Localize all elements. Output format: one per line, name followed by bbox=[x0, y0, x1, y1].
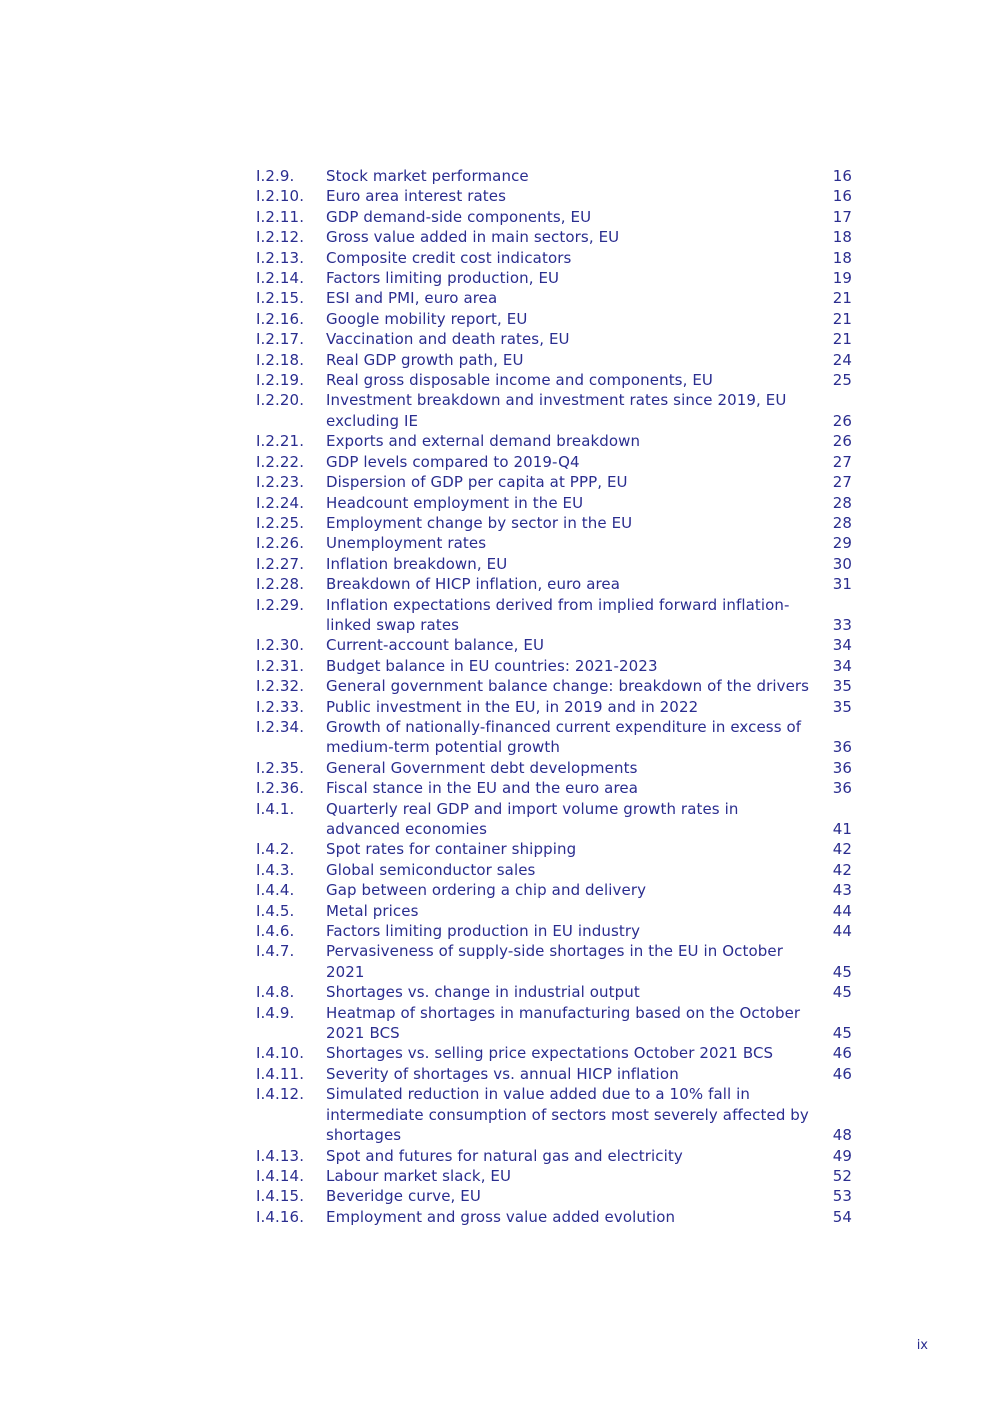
entry-page: 36 bbox=[832, 779, 852, 798]
toc-entry[interactable] bbox=[256, 839, 852, 859]
entry-page: 19 bbox=[832, 269, 852, 288]
toc-entry[interactable] bbox=[256, 758, 852, 778]
entry-page: 41 bbox=[832, 820, 852, 838]
entry-title[interactable]: Inflation expectations derived from implied forward inflation-linked swap rates bbox=[326, 595, 790, 634]
entry-title[interactable]: Composite credit cost indicators bbox=[326, 248, 572, 267]
entry-page: 18 bbox=[832, 228, 852, 247]
entry-page: 18 bbox=[832, 248, 852, 267]
entry-title[interactable]: Exports and external demand breakdown bbox=[326, 432, 641, 451]
entry-title[interactable]: Real gross disposable income and components, EU bbox=[326, 371, 713, 390]
entry-number: I.2.24. bbox=[256, 493, 305, 512]
toc-entry[interactable] bbox=[256, 1003, 852, 1044]
entry-number: I.4.7. bbox=[256, 942, 295, 961]
toc-entry[interactable] bbox=[256, 554, 852, 574]
entry-title[interactable]: Breakdown of HICP inflation, euro area bbox=[326, 575, 621, 594]
entry-page: 24 bbox=[832, 350, 852, 369]
entry-title[interactable]: Spot rates for container shipping bbox=[326, 840, 577, 859]
entry-number: I.2.10. bbox=[256, 187, 305, 206]
entry-page: 49 bbox=[832, 1146, 852, 1165]
entry-title[interactable]: General Government debt developments bbox=[326, 758, 638, 777]
entry-title[interactable]: Headcount employment in the EU bbox=[326, 493, 584, 512]
entry-number: I.2.28. bbox=[256, 575, 305, 594]
entry-page: 44 bbox=[832, 901, 852, 920]
entry-title[interactable]: Severity of shortages vs. annual HICP inflation bbox=[326, 1064, 679, 1083]
toc-entry[interactable] bbox=[256, 982, 852, 1002]
toc-entry[interactable] bbox=[256, 493, 852, 513]
entry-number: I.2.18. bbox=[256, 350, 305, 369]
entry-page: 27 bbox=[832, 473, 852, 492]
toc-entry[interactable] bbox=[256, 1207, 852, 1227]
entry-page: 54 bbox=[832, 1207, 852, 1226]
entry-title[interactable]: Quarterly real GDP and import volume growth rates in advanced economies bbox=[326, 799, 739, 838]
entry-page: 35 bbox=[832, 697, 852, 716]
entry-title[interactable]: Factors limiting production in EU industry bbox=[326, 922, 641, 941]
toc-entry[interactable] bbox=[256, 941, 852, 982]
entry-number: I.2.30. bbox=[256, 636, 305, 655]
toc-entry[interactable] bbox=[256, 574, 852, 594]
entry-title[interactable]: Spot and futures for natural gas and electricity bbox=[326, 1146, 683, 1165]
entry-title[interactable]: Vaccination and death rates, EU bbox=[326, 330, 570, 349]
entry-number: I.4.14. bbox=[256, 1166, 305, 1185]
entry-number: I.2.36. bbox=[256, 779, 305, 798]
toc-entry[interactable] bbox=[256, 513, 852, 533]
entry-title[interactable]: Global semiconductor sales bbox=[326, 860, 536, 879]
entry-page: 29 bbox=[832, 534, 852, 553]
toc-entry[interactable] bbox=[256, 248, 852, 268]
entry-number: I.2.16. bbox=[256, 309, 305, 328]
toc-entry[interactable] bbox=[256, 227, 852, 247]
entry-page: 35 bbox=[832, 677, 852, 696]
entry-page: 21 bbox=[832, 330, 852, 349]
entry-number: I.4.12. bbox=[256, 1085, 305, 1104]
entry-title[interactable]: Budget balance in EU countries: 2021-2023 bbox=[326, 656, 658, 675]
entry-title[interactable]: Current-account balance, EU bbox=[326, 636, 545, 655]
entry-title[interactable]: Real GDP growth path, EU bbox=[326, 350, 524, 369]
entry-title[interactable]: GDP demand-side components, EU bbox=[326, 207, 592, 226]
entry-title[interactable]: Google mobility report, EU bbox=[326, 309, 528, 328]
toc-entry[interactable] bbox=[256, 472, 852, 492]
toc-entry[interactable] bbox=[256, 390, 852, 431]
entry-number: I.4.4. bbox=[256, 881, 295, 900]
entry-title[interactable]: Euro area interest rates bbox=[326, 187, 506, 206]
entry-number: I.4.10. bbox=[256, 1044, 305, 1063]
toc-entry[interactable] bbox=[256, 431, 852, 451]
entry-number: I.4.15. bbox=[256, 1187, 305, 1206]
toc-entry[interactable] bbox=[256, 288, 852, 308]
toc-entry[interactable] bbox=[256, 880, 852, 900]
entry-page: 46 bbox=[832, 1044, 852, 1063]
entry-title[interactable]: Pervasiveness of supply-side shortages in the EU in October 2021 bbox=[326, 942, 783, 981]
entry-number: I.2.13. bbox=[256, 248, 305, 267]
entry-title[interactable]: GDP levels compared to 2019-Q4 bbox=[326, 452, 580, 471]
entry-page: 36 bbox=[832, 738, 852, 757]
entry-number: I.4.5. bbox=[256, 901, 295, 920]
entry-number: I.2.29. bbox=[256, 595, 305, 614]
entry-number: I.2.22. bbox=[256, 452, 305, 471]
entry-page: 26 bbox=[832, 432, 852, 451]
entry-number: I.2.14. bbox=[256, 269, 305, 288]
toc-entry[interactable] bbox=[256, 1043, 852, 1063]
toc-entry[interactable] bbox=[256, 533, 852, 553]
entry-page: 42 bbox=[832, 860, 852, 879]
entry-number: I.4.2. bbox=[256, 840, 295, 859]
entry-number: I.2.35. bbox=[256, 758, 305, 777]
entry-title[interactable]: Shortages vs. selling price expectations October 2021 BCS bbox=[326, 1044, 774, 1063]
entry-number: I.2.33. bbox=[256, 697, 305, 716]
toc-entry[interactable] bbox=[256, 778, 852, 798]
entry-number: I.4.8. bbox=[256, 983, 295, 1002]
entry-number: I.4.3. bbox=[256, 860, 295, 879]
toc-entry[interactable] bbox=[256, 676, 852, 696]
entry-page: 30 bbox=[832, 554, 852, 573]
entry-number: I.2.21. bbox=[256, 432, 305, 451]
entry-page: 33 bbox=[832, 615, 852, 634]
toc-entry[interactable] bbox=[256, 1084, 852, 1145]
list-of-graphs bbox=[256, 166, 852, 1227]
entry-page: 34 bbox=[832, 656, 852, 675]
toc-entry[interactable] bbox=[256, 1186, 852, 1206]
toc-entry[interactable] bbox=[256, 799, 852, 840]
entry-page: 34 bbox=[832, 636, 852, 655]
entry-number: I.2.31. bbox=[256, 656, 305, 675]
toc-entry[interactable] bbox=[256, 595, 852, 636]
entry-number: I.4.16. bbox=[256, 1207, 305, 1226]
entry-page: 17 bbox=[832, 207, 852, 226]
entry-title[interactable]: Gap between ordering a chip and delivery bbox=[326, 881, 647, 900]
entry-title[interactable]: Labour market slack, EU bbox=[326, 1166, 512, 1185]
entry-page: 44 bbox=[832, 922, 852, 941]
toc-entry[interactable] bbox=[256, 186, 852, 206]
toc-entry[interactable] bbox=[256, 901, 852, 921]
entry-page: 31 bbox=[832, 575, 852, 594]
toc-entry[interactable] bbox=[256, 350, 852, 370]
toc-entry[interactable] bbox=[256, 268, 852, 288]
entry-title[interactable]: ESI and PMI, euro area bbox=[326, 289, 498, 308]
entry-page: 16 bbox=[832, 167, 852, 185]
entry-number: I.4.13. bbox=[256, 1146, 305, 1165]
entry-title[interactable]: Public investment in the EU, in 2019 and in 2022 bbox=[326, 697, 699, 716]
entry-title[interactable]: Employment change by sector in the EU bbox=[326, 513, 633, 532]
entry-number: I.2.9. bbox=[256, 167, 295, 185]
entry-page: 25 bbox=[832, 371, 852, 390]
toc-entry[interactable] bbox=[256, 656, 852, 676]
entry-number: I.2.15. bbox=[256, 289, 305, 308]
page-number: ix bbox=[916, 1338, 928, 1353]
toc-entry[interactable] bbox=[256, 329, 852, 349]
entry-number: I.2.27. bbox=[256, 554, 305, 573]
entry-title[interactable]: Dispersion of GDP per capita at PPP, EU bbox=[326, 473, 628, 492]
entry-page: 21 bbox=[832, 289, 852, 308]
entry-page: 42 bbox=[832, 840, 852, 859]
entry-number: I.4.9. bbox=[256, 1003, 295, 1022]
toc-entry[interactable] bbox=[256, 452, 852, 472]
entry-number: I.2.11. bbox=[256, 207, 305, 226]
toc-entry[interactable] bbox=[256, 309, 852, 329]
entry-title[interactable]: Heatmap of shortages in manufacturing based on the October 2021 BCS bbox=[326, 1003, 801, 1043]
entry-number: I.2.34. bbox=[256, 717, 305, 736]
entry-title[interactable]: General government balance change: breakdown of the drivers bbox=[326, 677, 810, 696]
toc-entry[interactable] bbox=[256, 207, 852, 227]
entry-number: I.4.1. bbox=[256, 799, 295, 818]
entry-number: I.4.11. bbox=[256, 1064, 305, 1083]
entry-page: 45 bbox=[832, 983, 852, 1002]
entry-page: 46 bbox=[832, 1064, 852, 1083]
entry-number: I.2.26. bbox=[256, 534, 305, 553]
entry-title[interactable]: Beveridge curve, EU bbox=[326, 1187, 481, 1206]
entry-page: 45 bbox=[832, 1024, 852, 1043]
entry-page: 43 bbox=[832, 881, 852, 900]
entry-title[interactable]: Unemployment rates bbox=[326, 534, 487, 553]
entry-page: 45 bbox=[832, 962, 852, 981]
entry-title[interactable]: Fiscal stance in the EU and the euro area bbox=[326, 779, 639, 798]
entry-number: I.2.12. bbox=[256, 228, 305, 247]
entry-page: 27 bbox=[832, 452, 852, 471]
entry-page: 26 bbox=[832, 411, 852, 430]
toc-entry[interactable] bbox=[256, 1064, 852, 1084]
entry-number: I.2.23. bbox=[256, 473, 305, 492]
entry-page: 53 bbox=[832, 1187, 852, 1206]
entry-page: 28 bbox=[832, 493, 852, 512]
toc-entry[interactable] bbox=[256, 697, 852, 717]
toc-entry[interactable] bbox=[256, 635, 852, 655]
toc-entry[interactable] bbox=[256, 1166, 852, 1186]
entry-title[interactable]: Investment breakdown and investment rates since 2019, EU excluding IE bbox=[326, 391, 787, 430]
entry-page: 21 bbox=[832, 309, 852, 328]
toc-entry[interactable] bbox=[256, 717, 852, 758]
entry-title[interactable]: Gross value added in main sectors, EU bbox=[326, 228, 620, 247]
entry-number: I.2.25. bbox=[256, 513, 305, 532]
toc-entry[interactable] bbox=[256, 860, 852, 880]
entry-page: 36 bbox=[832, 758, 852, 777]
entry-page: 52 bbox=[832, 1166, 852, 1185]
toc-entry[interactable] bbox=[256, 370, 852, 390]
entry-title[interactable]: Growth of nationally-financed current expenditure in excess of medium-term potential growth bbox=[326, 717, 802, 757]
toc-entry[interactable] bbox=[256, 166, 852, 186]
entry-number: I.2.19. bbox=[256, 371, 305, 390]
entry-page: 16 bbox=[832, 187, 852, 206]
entry-title[interactable]: Inflation breakdown, EU bbox=[326, 554, 508, 573]
entry-page: 48 bbox=[832, 1126, 852, 1145]
entry-number: I.2.20. bbox=[256, 391, 305, 410]
toc-entry[interactable] bbox=[256, 1146, 852, 1166]
entry-number: I.4.6. bbox=[256, 922, 295, 941]
entry-page: 28 bbox=[832, 513, 852, 532]
entry-title[interactable]: Simulated reduction in value added due to a 10% fall in intermediate consumption of sectors most severely affected by shortages bbox=[326, 1085, 809, 1145]
entry-title[interactable]: Metal prices bbox=[326, 901, 419, 920]
entry-title[interactable]: Stock market performance bbox=[326, 167, 529, 185]
entry-number: I.2.32. bbox=[256, 677, 305, 696]
entry-title[interactable]: Employment and gross value added evolution bbox=[326, 1207, 676, 1226]
toc-entry[interactable] bbox=[256, 921, 852, 941]
entry-title[interactable]: Shortages vs. change in industrial output bbox=[326, 983, 640, 1002]
entry-number: I.2.17. bbox=[256, 330, 305, 349]
entry-title[interactable]: Factors limiting production, EU bbox=[326, 269, 560, 288]
